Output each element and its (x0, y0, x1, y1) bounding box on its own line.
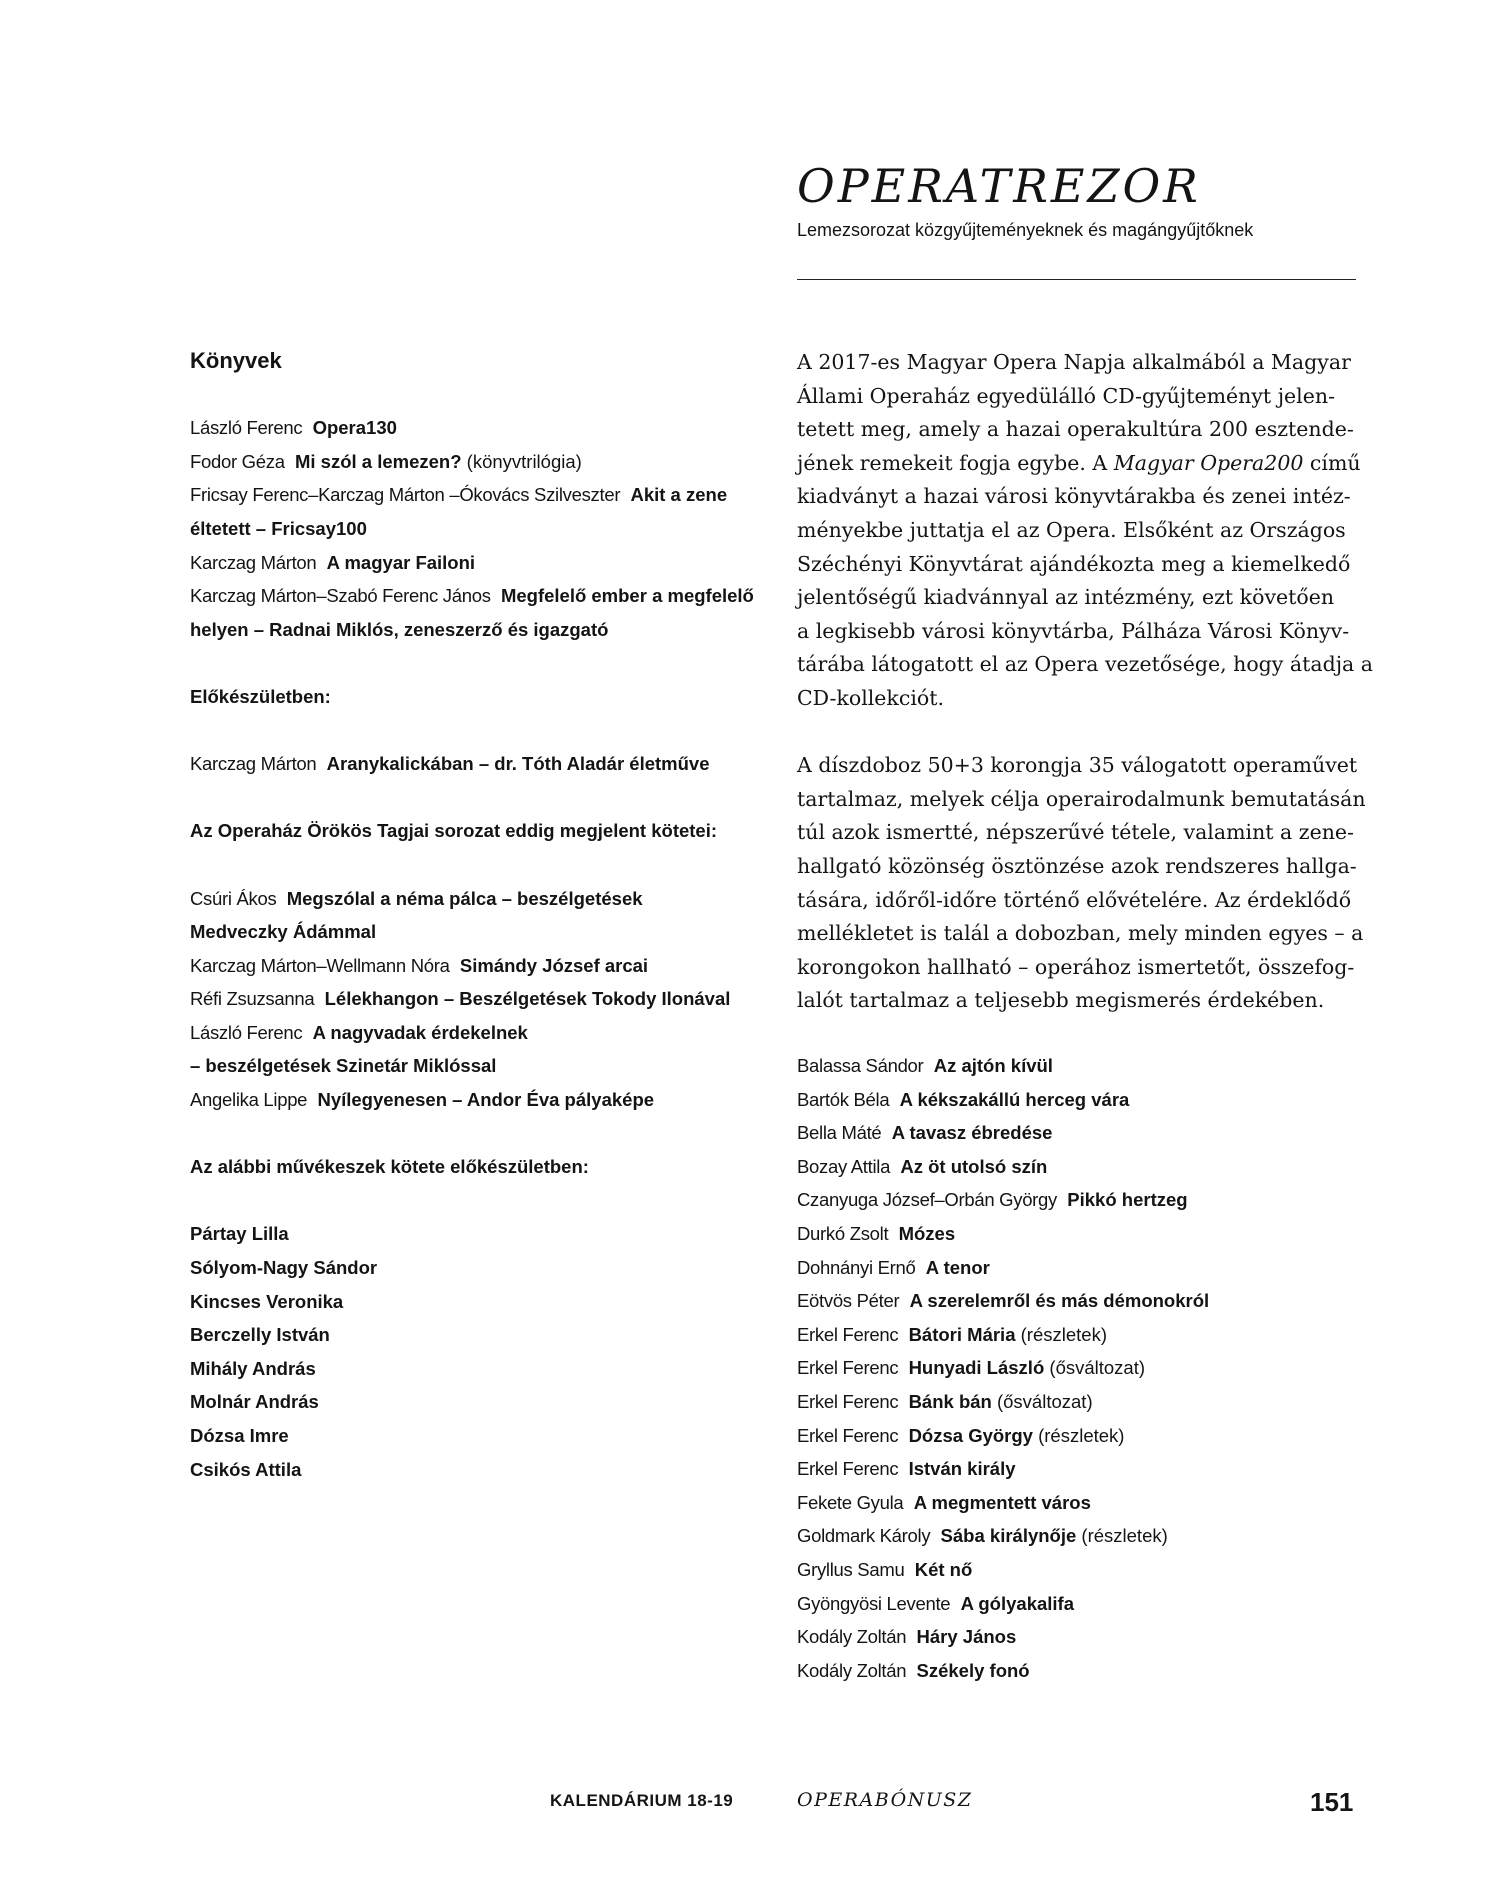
composer: Erkel Ferenc (797, 1424, 899, 1446)
text-line: Széchényi Könyvtárat ajándékozta meg a kiemelkedő (797, 551, 1351, 576)
book-author: Karczag Márton–Szabó Ferenc János (190, 585, 491, 607)
book-title: – beszélgetések Szinetár Miklóssal (190, 1055, 497, 1077)
spacer (190, 646, 750, 680)
text-line: tartalmaz, melyek célja operairodalmunk bemutatásán (797, 786, 1366, 811)
artist-name: Dózsa Imre (190, 1425, 289, 1446)
book-title: helyen – Radnai Miklós, zeneszerző és igazgató (190, 618, 609, 640)
text-line: tetett meg, amely a hazai operakultúra 200 esztende- (797, 417, 1354, 442)
prep-heading: Előkészületben: (190, 685, 331, 707)
text-line: jelentőségű kiadvánnyal az intézmény, ezt követően (797, 585, 1335, 610)
artist-name: Csikós Attila (190, 1458, 302, 1480)
composer: Bozay Attila (797, 1155, 891, 1177)
opera-work-entry (797, 1452, 1357, 1486)
text-line: kiadványt a hazai városi könyvtárakba és zenei intéz- (797, 484, 1351, 509)
opera-title: A szerelemről és más démonokról (909, 1290, 1210, 1312)
text-line: Állami Operaház egyedülálló CD-gyűjteményt jelen- (797, 383, 1335, 408)
book-author: Fricsay Ferenc–Karczag Márton –Ókovács Szilveszter (190, 484, 621, 506)
opera-note: (részletek) (1020, 1323, 1107, 1345)
text-line: ményekbe juttatja el az Opera. Elsőként az Országos (797, 517, 1346, 542)
opera-work-entry (797, 1351, 1357, 1385)
opera-work-entry (797, 1553, 1357, 1587)
books-heading: Könyvek (190, 348, 282, 373)
book-entry (190, 546, 750, 580)
book-title: Opera130 (312, 417, 397, 439)
opera-title: Bátori Mária (908, 1323, 1016, 1345)
page-title: OPERATREZOR (797, 159, 1201, 213)
spacer (190, 714, 750, 748)
book-author: Karczag Márton–Wellmann Nóra (190, 954, 450, 976)
text-line: hallgató közönség ösztönzése azok rendszeres hallga- (797, 853, 1357, 878)
opera-work-entry (797, 1083, 1357, 1117)
opera-title: Sába királynője (940, 1525, 1077, 1547)
page-header (797, 158, 1357, 241)
opera-title: Székely fonó (916, 1659, 1030, 1681)
page-footer (0, 1787, 1497, 1817)
book-title: Akit a zene (630, 484, 728, 506)
text-line: CD-kollekciót. (797, 685, 944, 710)
opera-title: Hunyadi László (908, 1357, 1045, 1379)
text-segment: jének remekeit fogja egybe. A (797, 450, 1114, 475)
book-title: éltetett – Fricsay100 (190, 517, 367, 539)
artist-name: Berczelly István (190, 1324, 330, 1346)
book-entry (190, 747, 750, 781)
artist-name: Mihály András (190, 1357, 316, 1379)
composer: Erkel Ferenc (797, 1323, 899, 1345)
text-line (797, 447, 1361, 481)
italic-title: Magyar Opera200 (1113, 450, 1304, 475)
book-title: Mi szól a lemezen? (294, 450, 462, 472)
header-divider (797, 279, 1356, 280)
opera-note: (ősváltozat) (996, 1390, 1093, 1412)
opera-title: Két nő (914, 1558, 973, 1580)
book-title: A nagyvadak érdekelnek (312, 1021, 528, 1043)
opera-title: Az ajtón kívül (933, 1055, 1053, 1076)
book-author: Csúri Ákos (190, 887, 277, 909)
opera-title: A tavasz ébredése (891, 1122, 1053, 1144)
opera-title: Bánk bán (908, 1390, 992, 1412)
book-entry (190, 949, 750, 983)
composer: Czanyuga József–Orbán György (797, 1189, 1057, 1211)
composer: Balassa Sándor (797, 1055, 924, 1076)
text-line: lalót tartalmaz a teljesebb megismerés érdekében. (797, 988, 1325, 1013)
opera-note: (ősváltozat) (1049, 1357, 1146, 1379)
opera-work-entry (797, 1251, 1357, 1285)
composer: Erkel Ferenc (797, 1458, 899, 1480)
book-entry (190, 1083, 750, 1117)
text-line: tására, időről-időre történő elővételére. Az érdeklődő (797, 887, 1352, 912)
book-entry-continued (190, 915, 750, 949)
composer: Kodály Zoltán (797, 1659, 907, 1681)
composer: Gryllus Samu (797, 1558, 905, 1580)
text-line: túl azok ismertté, népszerűvé tétele, valamint a zene- (797, 820, 1354, 845)
opera-title: A kékszakállú herceg vára (899, 1088, 1130, 1110)
composer: Erkel Ferenc (797, 1390, 899, 1412)
upcoming-heading: Az alábbi művékeszek kötete előkészületben: (190, 1156, 589, 1178)
book-entry (190, 478, 750, 512)
opera-work-entry (797, 1519, 1357, 1553)
paragraph-1 (797, 346, 1374, 716)
opera-work-entry (797, 1217, 1357, 1251)
opera-work-entry (797, 1587, 1357, 1621)
opera-works-list (797, 1049, 1357, 1687)
opera-note: (részletek) (1038, 1424, 1125, 1446)
book-author: Fodor Géza (190, 450, 285, 472)
spacer (190, 1117, 750, 1151)
opera-title: Mózes (898, 1222, 956, 1244)
book-title: Simándy József arcai (459, 954, 649, 976)
book-entry-continued (190, 1049, 750, 1083)
page-number: 151 (1310, 1787, 1354, 1817)
book-entry (190, 982, 750, 1016)
composer: Kodály Zoltán (797, 1626, 907, 1648)
book-title: A magyar Failoni (326, 551, 476, 573)
series-heading: Az Operaház Örökös Tagjai sorozat eddig megjelent kötetei: (190, 820, 718, 842)
artist-name: Molnár András (190, 1391, 319, 1413)
footer-publication: KALENDÁRIUM 18-19 (550, 1791, 734, 1810)
text-line: A 2017-es Magyar Opera Napja alkalmából a Magyar (797, 350, 1351, 374)
composer: Bartók Béla (797, 1088, 890, 1110)
opera-work-entry (797, 1419, 1357, 1453)
opera-work-entry (797, 1385, 1357, 1419)
book-title: Nyílegyenesen – Andor Éva pályaképe (317, 1089, 655, 1111)
book-entry (190, 882, 750, 916)
text-line: A díszdoboz 50+3 korongja 35 válogatott operaművet (797, 753, 1358, 778)
composer: Durkó Zsolt (797, 1222, 889, 1244)
spacer (190, 1184, 750, 1218)
opera-title: István király (908, 1458, 1016, 1480)
book-author: László Ferenc (190, 417, 303, 439)
spacer (190, 848, 750, 882)
book-title: Megszólal a néma pálca – beszélgetések (286, 887, 643, 909)
artist-name: Sólyom-Nagy Sándor (190, 1257, 378, 1279)
opera-work-entry (797, 1116, 1357, 1150)
spacer (190, 781, 750, 815)
composer: Eötvös Péter (797, 1290, 900, 1312)
left-column (190, 344, 754, 1486)
composer: Goldmark Károly (797, 1525, 931, 1547)
composer: Gyöngyösi Levente (797, 1592, 951, 1614)
composer: Erkel Ferenc (797, 1357, 899, 1379)
page-subtitle: Lemezsorozat közgyűjteményeknek és magángyűjtőknek (797, 220, 1254, 240)
text-line: a legkisebb városi könyvtárba, Pálháza Városi Könyv- (797, 618, 1350, 643)
book-title: Megfelelő ember a megfelelő (500, 585, 754, 607)
book-entry-continued (190, 512, 750, 546)
opera-note: (részletek) (1081, 1525, 1168, 1547)
opera-work-entry (797, 1486, 1357, 1520)
composer: Bella Máté (797, 1122, 882, 1144)
opera-title: Dózsa György (908, 1424, 1033, 1446)
artist-name: Pártay Lilla (190, 1223, 289, 1245)
spacer (797, 716, 1357, 750)
text-line: tárába látogatott el az Opera vezetősége, hogy átadja a (797, 652, 1374, 677)
opera-work-entry (797, 1183, 1357, 1217)
opera-work-entry (797, 1654, 1357, 1688)
book-title: Lélekhangon – Beszélgetések Tokody Ilonával (324, 988, 731, 1010)
text-line: mellékletet is talál a dobozban, mely minden egyes – a (797, 921, 1364, 946)
opera-title: Háry János (916, 1626, 1017, 1648)
text-line: korongokon hallható – operához ismertetőt, összefog- (797, 954, 1355, 979)
opera-work-entry (797, 1620, 1357, 1654)
opera-work-entry (797, 1318, 1357, 1352)
book-entry (190, 579, 754, 613)
composer: Dohnányi Ernő (797, 1256, 916, 1278)
book-author: László Ferenc (190, 1021, 303, 1043)
opera-title: A gólyakalifa (960, 1592, 1075, 1614)
opera-work-entry (797, 1150, 1357, 1184)
right-column-text (797, 346, 1374, 1018)
footer-section: OPERABÓNUSZ (797, 1789, 973, 1811)
opera-work-entry (797, 1049, 1357, 1083)
opera-work-entry (797, 1284, 1357, 1318)
book-author: Karczag Márton (190, 551, 317, 573)
book-entry-continued (190, 613, 750, 647)
paragraph-2 (797, 749, 1366, 1018)
opera-title: A tenor (925, 1256, 990, 1278)
book-title: Aranykalickában – dr. Tóth Aladár életműve (326, 753, 710, 775)
book-note: (könyvtrilógia) (466, 450, 582, 472)
opera-title: Pikkó hertzeg (1067, 1189, 1188, 1211)
composer: Fekete Gyula (797, 1491, 904, 1513)
book-author: Réfi Zsuzsanna (190, 988, 315, 1010)
book-title: Medveczky Ádámmal (190, 921, 377, 943)
book-author: Karczag Márton (190, 753, 317, 775)
book-entry (190, 1016, 750, 1050)
book-entry (190, 411, 750, 445)
book-entry (190, 445, 750, 479)
text-segment: című (1303, 450, 1361, 475)
book-author: Angelika Lippe (190, 1089, 308, 1111)
artist-name: Kincses Veronika (190, 1290, 344, 1312)
opera-title: Az öt utolsó szín (900, 1155, 1048, 1177)
spacer (190, 378, 750, 412)
opera-title: A megmentett város (913, 1491, 1091, 1513)
